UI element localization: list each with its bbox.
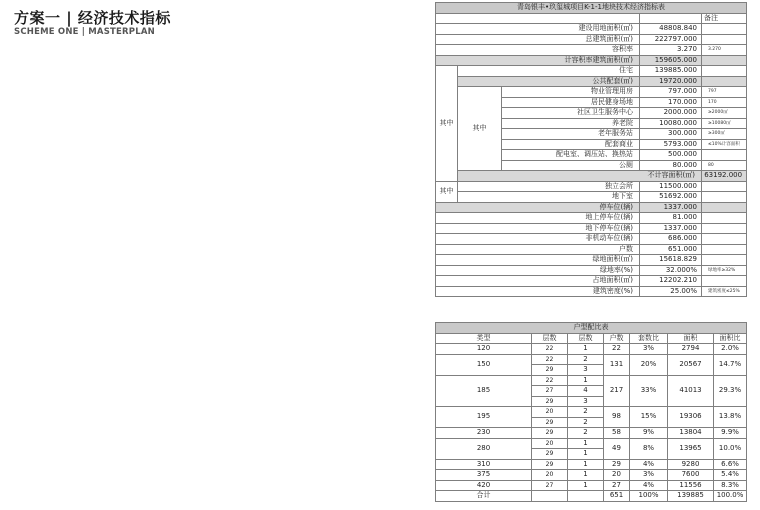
row-note xyxy=(702,276,747,287)
units-cell: 29 xyxy=(604,459,630,470)
units-pct-cell: 4% xyxy=(630,459,668,470)
col-header: 面积 xyxy=(668,333,714,344)
group-label: 其中 xyxy=(436,181,458,202)
row-value: 15618.829 xyxy=(640,255,702,266)
row-note: 170 xyxy=(702,97,747,108)
row-value: 81.000 xyxy=(640,213,702,224)
row-value: 19720.000 xyxy=(640,76,702,87)
table-row xyxy=(436,375,747,386)
count-cell: 1 xyxy=(568,480,604,491)
row-note: 绿地率≥32% xyxy=(702,265,747,276)
area-pct-cell: 2.0% xyxy=(714,344,747,355)
table-row xyxy=(436,459,747,470)
row-label: 养老院 xyxy=(502,118,640,129)
count-cell: 2 xyxy=(568,354,604,365)
row-label: 绿地面积(㎡) xyxy=(436,255,640,266)
row-note xyxy=(702,150,747,161)
indicator-table xyxy=(435,2,747,297)
row-value: 797.000 xyxy=(640,87,702,98)
row-value: 25.00% xyxy=(640,286,702,297)
area-pct-cell: 13.8% xyxy=(714,407,747,428)
row-value: 300.000 xyxy=(640,129,702,140)
table-row xyxy=(436,428,747,439)
page-subtitle: SCHEME ONE | MASTERPLAN xyxy=(14,27,155,37)
row-label: 占地面积(㎡) xyxy=(436,276,640,287)
type-cell: 195 xyxy=(436,407,532,428)
count-cell: 1 xyxy=(568,375,604,386)
col-header: 层数 xyxy=(532,333,568,344)
row-value: 1337.000 xyxy=(640,202,702,213)
area-cell: 13965 xyxy=(668,438,714,459)
count-cell: 1 xyxy=(568,344,604,355)
type-cell: 185 xyxy=(436,375,532,407)
group-label: 其中 xyxy=(436,66,458,182)
type-cell: 280 xyxy=(436,438,532,459)
units-pct-cell: 15% xyxy=(630,407,668,428)
area-pct-cell: 29.3% xyxy=(714,375,747,407)
col-header: 类型 xyxy=(436,333,532,344)
units-pct-cell: 3% xyxy=(630,470,668,481)
table-row xyxy=(436,344,747,355)
row-note xyxy=(702,192,747,203)
count-cell: 2 xyxy=(568,417,604,428)
row-label: 住宅 xyxy=(458,66,640,77)
row-label: 总建筑面积(㎡) xyxy=(436,34,640,45)
area-pct-cell: 5.4% xyxy=(714,470,747,481)
row-note: ≥10080㎡ xyxy=(702,118,747,129)
row-note: 3.270 xyxy=(702,45,747,56)
row-value: 651.000 xyxy=(640,244,702,255)
table-row xyxy=(436,470,747,481)
area-pct-cell: 9.9% xyxy=(714,428,747,439)
row-label: 公共配套(㎡) xyxy=(458,76,640,87)
table-row xyxy=(436,407,747,418)
row-label: 容积率 xyxy=(436,45,640,56)
units-cell: 58 xyxy=(604,428,630,439)
row-note xyxy=(702,24,747,35)
row-label: 居民健身场地 xyxy=(502,97,640,108)
row-note xyxy=(702,181,747,192)
row-value: 5793.000 xyxy=(640,139,702,150)
floors-cell: 29 xyxy=(532,396,568,407)
floors-cell: 22 xyxy=(532,344,568,355)
row-value: 139885.000 xyxy=(640,66,702,77)
row-label: 非机动车位(辆) xyxy=(436,234,640,245)
row-value: 159605.000 xyxy=(640,55,702,66)
floors-cell: 20 xyxy=(532,438,568,449)
total-area: 139885 xyxy=(668,491,714,502)
row-value: 48808.840 xyxy=(640,24,702,35)
total-area-pct: 100.0% xyxy=(714,491,747,502)
type-cell: 230 xyxy=(436,428,532,439)
row-note xyxy=(702,34,747,45)
area-cell: 7600 xyxy=(668,470,714,481)
count-cell: 1 xyxy=(568,470,604,481)
row-value: 686.000 xyxy=(640,234,702,245)
row-label: 配套商业 xyxy=(502,139,640,150)
floors-cell: 22 xyxy=(532,354,568,365)
row-value: 51692.000 xyxy=(640,192,702,203)
row-value: 500.000 xyxy=(640,150,702,161)
area-cell: 9280 xyxy=(668,459,714,470)
units-pct-cell: 8% xyxy=(630,438,668,459)
row-note xyxy=(702,255,747,266)
row-label: 配电室、调压站、换热站 xyxy=(502,150,640,161)
row-value: 11500.000 xyxy=(640,181,702,192)
col-header: 层数 xyxy=(568,333,604,344)
units-pct-cell: 3% xyxy=(630,344,668,355)
floors-cell: 20 xyxy=(532,407,568,418)
table-row xyxy=(436,438,747,449)
units-cell: 217 xyxy=(604,375,630,407)
total-row xyxy=(436,491,747,502)
group-label: 其中 xyxy=(458,87,502,171)
count-cell: 1 xyxy=(568,449,604,460)
indicator-table-title: 青岛银丰•玖玺城项目K-1-1地块技术经济指标表 xyxy=(436,3,747,14)
count-cell: 1 xyxy=(568,438,604,449)
row-label: 地下室 xyxy=(458,192,640,203)
total-label: 合计 xyxy=(436,491,532,502)
row-value: 222797.000 xyxy=(640,34,702,45)
row-label: 户数 xyxy=(436,244,640,255)
type-cell: 120 xyxy=(436,344,532,355)
row-value: 2000.000 xyxy=(640,108,702,119)
row-note: 797 xyxy=(702,87,747,98)
units-pct-cell: 33% xyxy=(630,375,668,407)
area-pct-cell: 14.7% xyxy=(714,354,747,375)
units-cell: 131 xyxy=(604,354,630,375)
floors-cell: 29 xyxy=(532,449,568,460)
row-note xyxy=(702,213,747,224)
row-label: 计容积率建筑面积(㎡) xyxy=(436,55,640,66)
floors-cell: 20 xyxy=(532,470,568,481)
floors-cell: 29 xyxy=(532,417,568,428)
row-label: 公厕 xyxy=(502,160,640,171)
row-note xyxy=(702,223,747,234)
note-header: 备注 xyxy=(702,13,747,24)
units-cell: 27 xyxy=(604,480,630,491)
row-note: 建筑密度≤25% xyxy=(702,286,747,297)
units-cell: 98 xyxy=(604,407,630,428)
table-row xyxy=(436,480,747,491)
table-row xyxy=(436,354,747,365)
row-label: 地上停车位(辆) xyxy=(436,213,640,224)
row-value: 1337.000 xyxy=(640,223,702,234)
row-value: 3.270 xyxy=(640,45,702,56)
type-cell: 420 xyxy=(436,480,532,491)
row-note xyxy=(702,244,747,255)
total-units: 651 xyxy=(604,491,630,502)
row-value: 10080.000 xyxy=(640,118,702,129)
total-units-pct: 100% xyxy=(630,491,668,502)
row-label: 绿地率(%) xyxy=(436,265,640,276)
units-cell: 22 xyxy=(604,344,630,355)
row-label: 停车位(辆) xyxy=(436,202,640,213)
area-pct-cell: 8.3% xyxy=(714,480,747,491)
row-value: 80.000 xyxy=(640,160,702,171)
row-note xyxy=(702,55,747,66)
units-pct-cell: 4% xyxy=(630,480,668,491)
row-value: 12202.210 xyxy=(640,276,702,287)
area-cell: 41013 xyxy=(668,375,714,407)
units-pct-cell: 20% xyxy=(630,354,668,375)
count-cell: 2 xyxy=(568,407,604,418)
row-note xyxy=(702,234,747,245)
row-label: 独立会所 xyxy=(458,181,640,192)
row-note: ≥300㎡ xyxy=(702,129,747,140)
row-value: 32.000% xyxy=(640,265,702,276)
floors-cell: 29 xyxy=(532,459,568,470)
col-header: 套数比 xyxy=(630,333,668,344)
row-note: ≥2000㎡ xyxy=(702,108,747,119)
row-label: 不计容面积(㎡) xyxy=(458,171,702,182)
page-title: 方案一 | 经济技术指标 xyxy=(14,9,171,27)
area-cell: 2794 xyxy=(668,344,714,355)
row-label: 社区卫生服务中心 xyxy=(502,108,640,119)
unit-mix-title: 户型配比表 xyxy=(436,323,747,334)
type-cell: 310 xyxy=(436,459,532,470)
row-note: ≤10%计容面积 xyxy=(702,139,747,150)
floors-cell: 29 xyxy=(532,428,568,439)
count-cell: 3 xyxy=(568,365,604,376)
row-label: 老年服务站 xyxy=(502,129,640,140)
floors-cell: 22 xyxy=(532,375,568,386)
area-pct-cell: 10.0% xyxy=(714,438,747,459)
units-pct-cell: 9% xyxy=(630,428,668,439)
count-cell: 2 xyxy=(568,428,604,439)
count-cell: 3 xyxy=(568,396,604,407)
units-cell: 49 xyxy=(604,438,630,459)
row-value: 63192.000 xyxy=(702,171,747,182)
row-value: 170.000 xyxy=(640,97,702,108)
row-label: 建设用地面积(㎡) xyxy=(436,24,640,35)
type-cell: 150 xyxy=(436,354,532,375)
area-cell: 19306 xyxy=(668,407,714,428)
floors-cell: 27 xyxy=(532,386,568,397)
row-note xyxy=(702,76,747,87)
area-cell: 20567 xyxy=(668,354,714,375)
row-note xyxy=(702,66,747,77)
floors-cell: 27 xyxy=(532,480,568,491)
area-pct-cell: 6.6% xyxy=(714,459,747,470)
row-label: 物业管理用房 xyxy=(502,87,640,98)
count-cell: 1 xyxy=(568,459,604,470)
count-cell: 4 xyxy=(568,386,604,397)
area-cell: 13804 xyxy=(668,428,714,439)
col-header: 面积比 xyxy=(714,333,747,344)
area-cell: 11556 xyxy=(668,480,714,491)
col-header: 户数 xyxy=(604,333,630,344)
units-cell: 20 xyxy=(604,470,630,481)
row-label: 建筑密度(%) xyxy=(436,286,640,297)
row-note xyxy=(702,202,747,213)
floors-cell: 29 xyxy=(532,365,568,376)
type-cell: 375 xyxy=(436,470,532,481)
row-note: 80 xyxy=(702,160,747,171)
unit-mix-table xyxy=(435,322,747,502)
row-label: 地下停车位(辆) xyxy=(436,223,640,234)
